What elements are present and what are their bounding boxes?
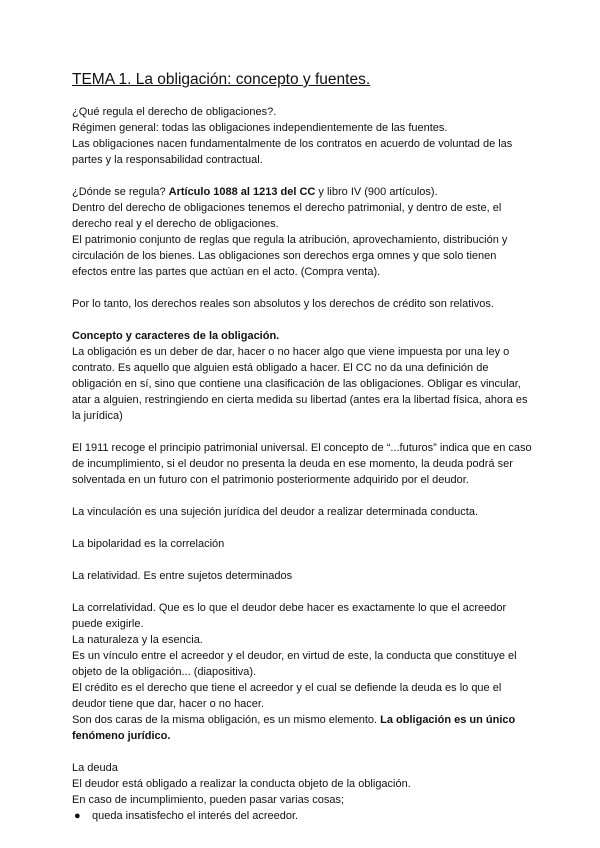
- paragraph-line: La deuda: [72, 762, 118, 774]
- paragraph: La bipolaridad es la correlación: [72, 538, 225, 550]
- text-span: ¿Dónde se regula?: [72, 186, 169, 198]
- paragraph: La relatividad. Es entre sujetos determinados: [72, 570, 293, 582]
- paragraph: Por lo tanto, los derechos reales son absolutos y los derechos de crédito son relativos.: [72, 298, 494, 310]
- bold-text: Artículo 1088 al 1213 del CC: [168, 186, 316, 198]
- paragraph-line: La naturaleza y la esencia.: [72, 634, 203, 646]
- paragraph: El 1911 recoge el principio patrimonial universal. El concepto de “...futuros” indica que en caso de incumplimiento, si el deudor no presenta la deuda en ese momento, la deuda podrá ser solventada en un futuro con el patrimonio posteriormente adquirido por el deudor.: [72, 442, 532, 486]
- section-heading-text: Concepto y caracteres de la obligación.: [72, 330, 280, 342]
- paragraph-line: La correlatividad. Que es lo que el deudor debe hacer es exactamente lo que el acreedor puede exigirle.: [72, 602, 507, 630]
- paragraph-line: ¿Qué regula el derecho de obligaciones?.: [72, 106, 277, 118]
- list-item-text: queda insatisfecho el interés del acreedor.: [92, 810, 299, 822]
- text-span: Son dos caras de la misma obligación, es un mismo elemento.: [72, 714, 381, 726]
- paragraph-line: Es un vínculo entre el acreedor y el deudor, en virtud de este, la conducta que constituye el objeto de la obligación... (diapositiva).: [72, 650, 517, 678]
- section-heading: [72, 328, 534, 344]
- paragraph-line: Dentro del derecho de obligaciones tenemos el derecho patrimonial, y dentro de este, el derecho real y el derecho de obligaciones.: [72, 202, 502, 230]
- paragraph-line: El patrimonio conjunto de reglas que regula la atribución, aprovechamiento, distribución y circulación de los bienes. Las obligaciones son derechos erga omnes y que solo tienen efectos entre las partes que actúan en el acto. (Compra venta).: [72, 234, 508, 278]
- text-span: y libro IV (900 artículos).: [315, 186, 438, 198]
- list-item: [74, 808, 534, 824]
- document-title: TEMA 1. La obligación: concepto y fuentes.: [72, 71, 371, 88]
- paragraph: La vinculación es una sujeción jurídica del deudor a realizar determinada conducta.: [72, 506, 479, 518]
- paragraph-line: Las obligaciones nacen fundamentalmente de los contratos en acuerdo de voluntad de las partes y la responsabilidad contractual.: [72, 138, 513, 166]
- document-body: [72, 104, 534, 824]
- bullet-icon: ●: [74, 810, 81, 822]
- paragraph-line: El deudor está obligado a realizar la conducta objeto de la obligación.: [72, 778, 411, 790]
- bullet-list: [72, 808, 534, 824]
- paragraph-line: [72, 712, 534, 744]
- paragraph-line: [72, 184, 534, 200]
- paragraph-line: Régimen general: todas las obligaciones independientemente de las fuentes.: [72, 122, 448, 134]
- paragraph-line: En caso de incumplimiento, pueden pasar varias cosas;: [72, 794, 345, 806]
- paragraph: La obligación es un deber de dar, hacer o no hacer algo que viene impuesta por una ley o contrato. Es aquello que alguien está obligado a hacer. El CC no da una definición de obligación en sí, sino que contiene una clasificación de las obligaciones. Obligar es vincular, atar a alguien, restringiendo en cierta medida su libertad (antes era la libertad física, ahora es la jurídica): [72, 346, 528, 422]
- bold-text: La obligación es un único fenómeno jurídico.: [72, 714, 516, 742]
- paragraph-line: El crédito es el derecho que tiene el acreedor y el cual se defiende la deuda es lo que el deudor tiene que dar, hacer o no hacer.: [72, 682, 502, 710]
